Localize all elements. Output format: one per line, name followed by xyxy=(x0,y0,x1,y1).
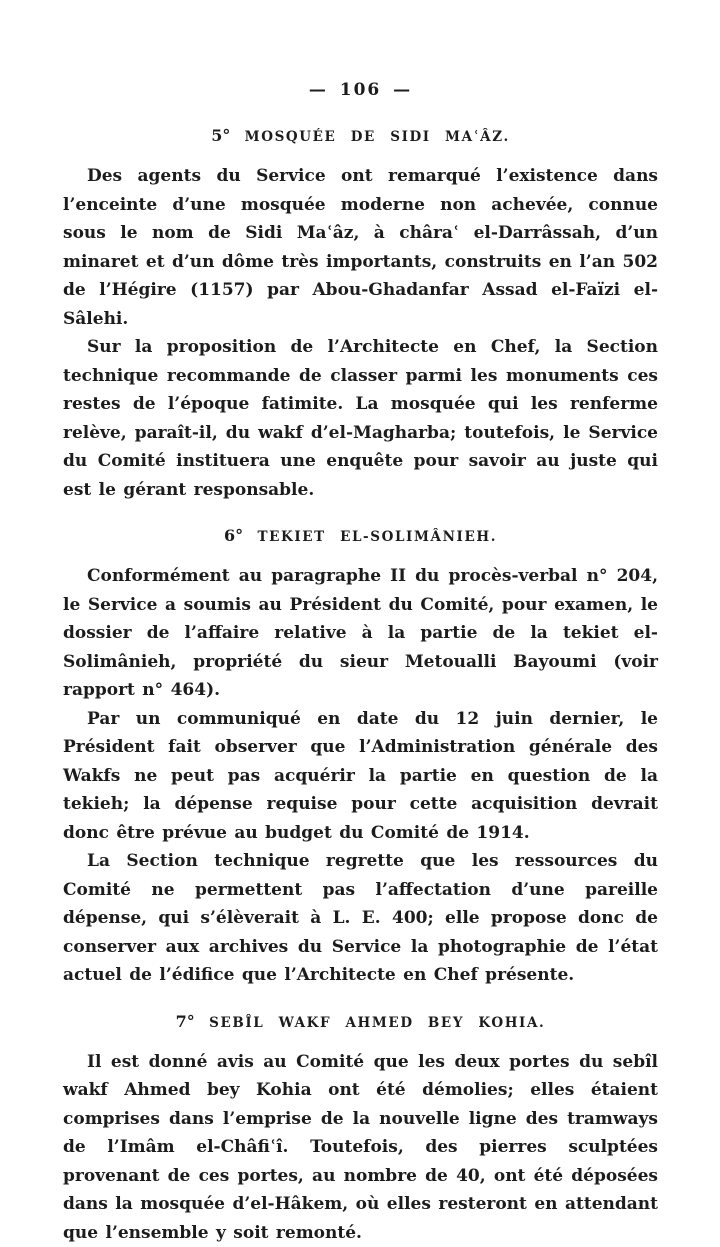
section-7-sebil-wakf-ahmed-bey-kohia xyxy=(63,1012,658,1247)
section-heading xyxy=(63,526,658,545)
section-number: 6° xyxy=(224,526,243,545)
paragraph: Par un communiqué en date du 12 juin dernier, le Président fait observer que l’Administration générale des Wakfs ne peut pas acquérir la partie en question de la tekieh; la dépense requise pour cette acquisition devrait donc être prévue au budget du Comité de 1914. xyxy=(63,705,658,848)
section-title: MOSQUÉE DE SIDI MAʿÂZ. xyxy=(245,129,510,145)
section-6-tekiet-el-solimanieh xyxy=(63,526,658,990)
page-number: — 106 — xyxy=(63,80,658,100)
paragraph: La Section technique regrette que les ressources du Comité ne permettent pas l’affectation d’une pareille dépense, qui s’élèverait à L. E. 400; elle propose donc de conserver aux archives du Service la photographie de l’état actuel de l’édifice que l’Architecte en Chef présente. xyxy=(63,847,658,990)
paragraph: Sur la proposition de l’Architecte en Chef, la Section technique recommande de classer parmi les monuments ces restes de l’époque fatimite. La mosquée qui les renferme relève, paraît-il, du wakf d’el-Magharba; toutefois, le Service du Comité instituera une enquête pour savoir au juste qui est le gérant responsable. xyxy=(63,333,658,504)
paragraph: Il est donné avis au Comité que les deux portes du sebîl wakf Ahmed bey Kohia ont été démolies; elles étaient comprises dans l’emprise de la nouvelle ligne des tramways de l’Imâm el-Châfiʿî. Toutefois, des pierres sculptées provenant de ces portes, au nombre de 40, ont été déposées dans la mosquée d’el-Hâkem, où elles resteront en attendant que l’ensemble y soit remonté. xyxy=(63,1048,658,1247)
section-5-mosquee-sidi-maaz xyxy=(63,126,658,504)
section-heading xyxy=(63,1012,658,1031)
section-heading xyxy=(63,126,658,145)
section-title: SEBÎL WAKF AHMED BEY KOHIA. xyxy=(209,1015,545,1031)
section-number: 7° xyxy=(176,1012,195,1031)
section-title: TEKIET EL-SOLIMÂNIEH. xyxy=(257,529,497,545)
paragraph: Des agents du Service ont remarqué l’existence dans l’enceinte d’une mosquée moderne non achevée, connue sous le nom de Sidi Maʿâz, à châraʿ el-Darrâssah, d’un minaret et d’un dôme très importants, construits en l’an 502 de l’Hégire (1157) par Abou-Ghadanfar Assad el-Faïzi el-Sâlehi. xyxy=(63,162,658,333)
section-number: 5° xyxy=(211,126,230,145)
paragraph: Conformément au paragraphe II du procès-verbal n° 204, le Service a soumis au Président du Comité, pour examen, le dossier de l’affaire relative à la partie de la tekiet el-Solimânieh, propriété du sieur Metoualli Bayoumi (voir rapport n° 464). xyxy=(63,562,658,705)
